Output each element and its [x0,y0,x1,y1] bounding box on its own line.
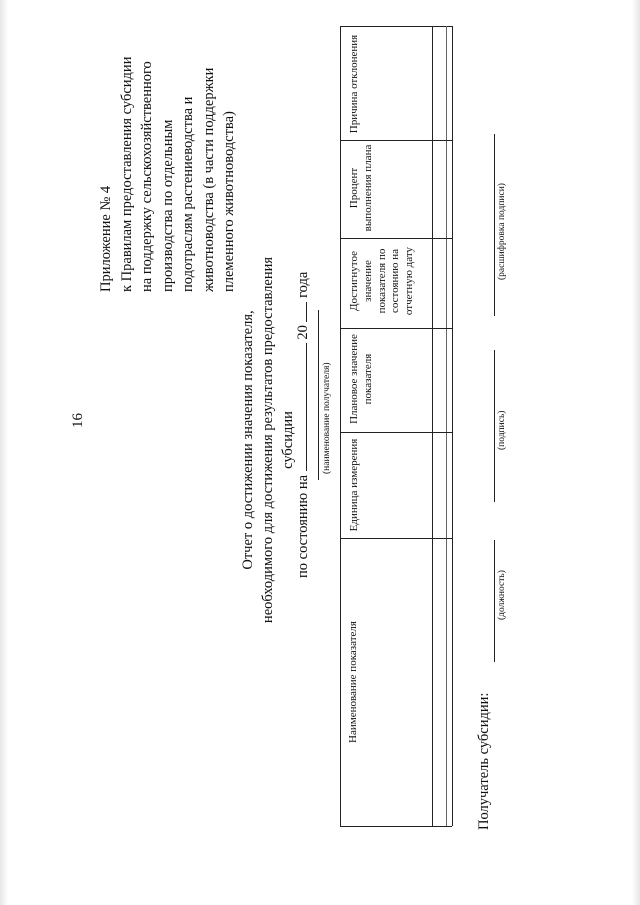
report-title-line-1: Отчет о достижении значения показателя, [240,310,256,570]
table-header-achieved: Достигнутое значение показателя по состоянию на отчетную дату [348,246,415,316]
year-suffix: года [295,271,311,298]
table-header-unit: Единица измерения [348,438,360,532]
year-blank [292,302,307,322]
report-title [238,230,298,650]
date-line [292,272,313,578]
table-border-top [340,26,452,27]
decryption-line [494,134,495,316]
column-divider-5 [340,140,452,141]
recipient-caption: (наименование получателя) [322,362,332,474]
table-border-left [340,26,341,826]
caption-position: (должность) [497,570,507,620]
appendix-line-2: к Правилам предоставления субсидии [118,56,135,292]
table-border-right [452,26,453,826]
column-divider-2 [340,432,452,433]
appendix-line-5: подотраслям растениеводства и [180,96,196,292]
appendix-line-7: племенного животноводства) [221,111,237,292]
report-title-line-2: необходимого для достижения результатов предоставления субсидии [260,256,296,624]
appendix-line-4: производства по отдельным [159,119,176,292]
signature-line [494,350,495,502]
table-header-row-divider [432,26,433,826]
column-divider-3 [340,328,452,329]
signature-label: Получатель субсидии: [476,692,492,830]
appendix-line-1: Приложение № 4 [98,185,114,292]
appendix-line-6: животноводства (в части поддержки [200,67,217,292]
appendix-line-3: на поддержку сельскохозяйственного [139,61,155,292]
scan-edge-left [0,0,8,905]
date-prefix: по состоянию на [295,474,311,578]
page-number: 16 [70,413,86,428]
date-blank [292,343,307,471]
table-header-percent: Процент выполнения плана [348,144,374,232]
caption-signature: (подпись) [497,410,507,450]
table-border-bottom [340,826,452,827]
appendix-header [96,12,240,292]
position-line [494,540,495,662]
column-divider-1 [340,538,452,539]
caption-decryption: (расшифровка подписи) [497,183,507,280]
table-header-planned: Плановое значение показателя [348,334,374,424]
table-header-indicator-name: Наименование показателя [347,621,359,743]
recipient-name-line [318,310,319,480]
table-header-reason: Причина отклонения [348,34,360,134]
table-border-right-inner [446,26,447,826]
year-prefix: 20 [295,325,311,340]
scan-edge-right [632,0,640,905]
